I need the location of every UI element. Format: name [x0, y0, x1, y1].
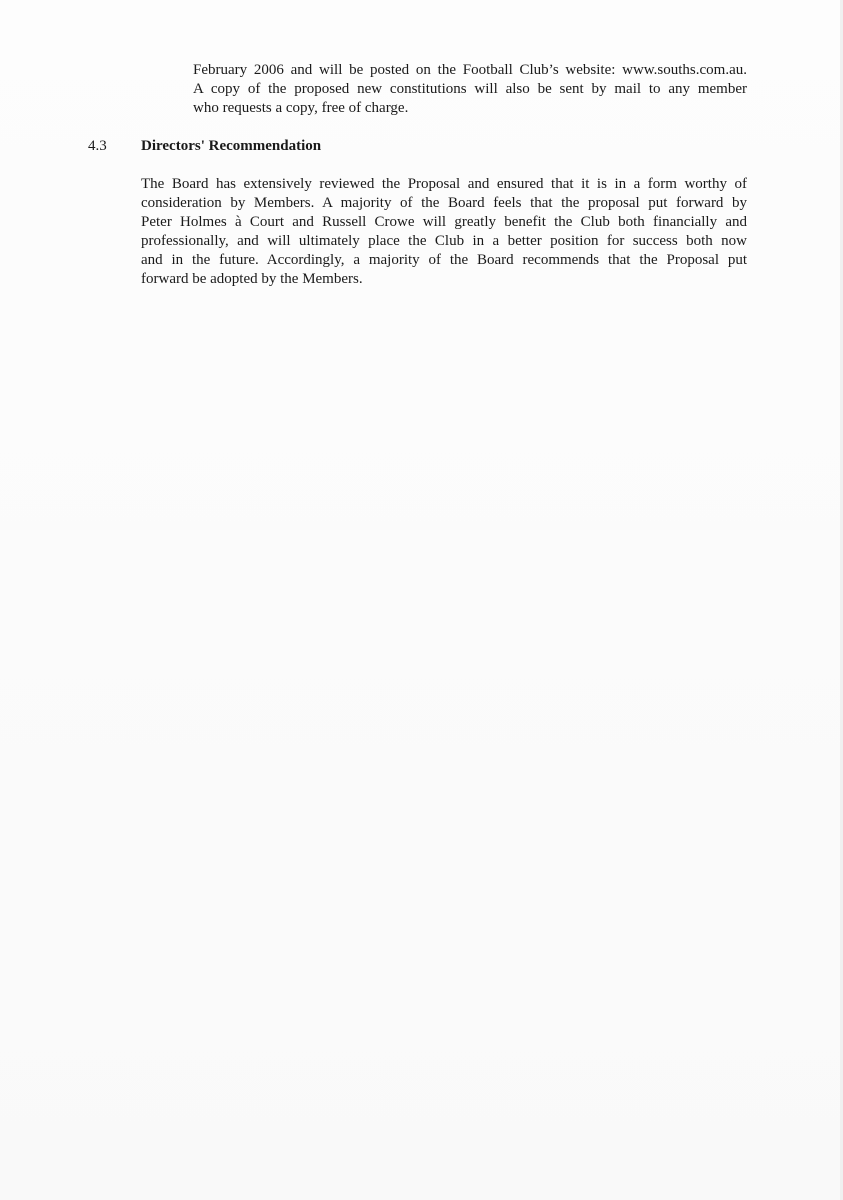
continued-paragraph: [193, 61, 747, 118]
section-heading: Directors' Recommendation: [141, 138, 322, 154]
paragraph-line: who requests a copy, free of charge.: [193, 100, 409, 116]
paragraph-line: A copy of the proposed new constitutions will also be sent by mail to any member: [193, 81, 747, 97]
paragraph-line: consideration by Members. A majority of the Board feels that the proposal put forward by: [141, 195, 747, 211]
recommendation-paragraph: [141, 175, 747, 289]
paragraph-line: The Board has extensively reviewed the Proposal and ensured that it is in a form worthy of: [141, 176, 747, 192]
paragraph-line: professionally, and will ultimately place the Club in a better position for success both now: [141, 233, 747, 249]
paragraph-line: Peter Holmes à Court and Russell Crowe will greatly benefit the Club both financially and: [141, 214, 747, 230]
paragraph-line: and in the future. Accordingly, a majority of the Board recommends that the Proposal put: [141, 252, 747, 268]
paragraph-line: February 2006 and will be posted on the Football Club’s website: www.souths.com.au.: [193, 62, 747, 78]
paragraph-line: forward be adopted by the Members.: [141, 271, 363, 287]
section-number: 4.3: [88, 138, 107, 154]
